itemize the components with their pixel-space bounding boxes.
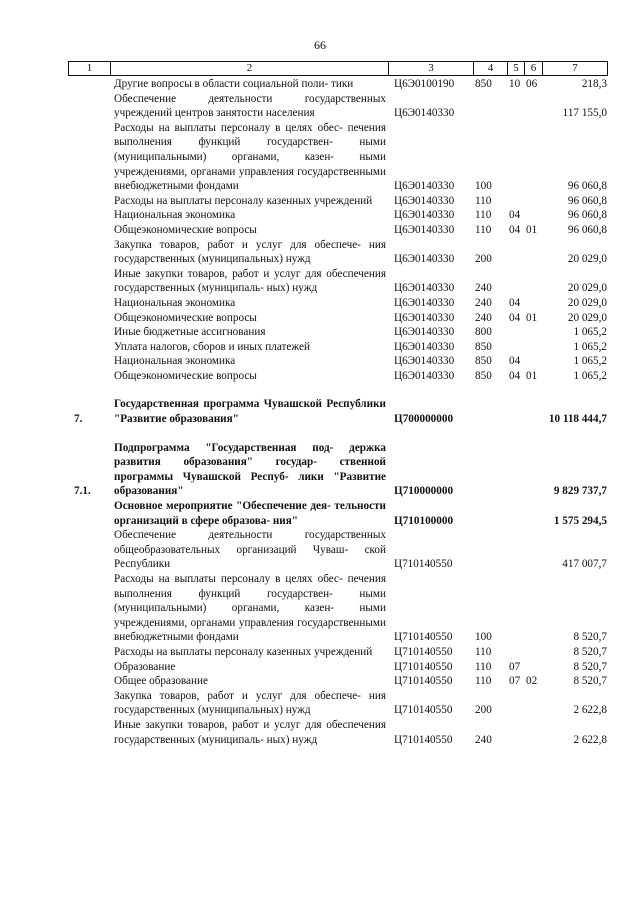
row-description: Обеспечение деятельности государственных учреждений центров занятости населения: [114, 92, 386, 120]
target-article-code: Ц6Э0140330: [394, 340, 455, 353]
row-number: 7.1.: [74, 485, 91, 498]
target-article-code: Ц710000000: [394, 485, 454, 498]
table-row: [68, 689, 607, 718]
table-row: [68, 208, 607, 223]
column-number-1: 1: [69, 62, 111, 75]
row-amount: 1 065,2: [573, 340, 607, 353]
expense-type-code: 850: [475, 340, 492, 353]
row-amount: 20 029,0: [567, 311, 607, 324]
table-row: [68, 354, 607, 369]
section-code: 04: [509, 311, 521, 324]
table-row: [68, 267, 607, 296]
row-description: Основное мероприятие "Обеспечение дея- тельности организаций в сфере образова- ния": [114, 500, 386, 527]
expense-type-code: 850: [475, 369, 492, 382]
target-article-code: Ц710140550: [394, 675, 453, 688]
row-amount: 96 060,8: [567, 223, 607, 236]
expense-type-code: 100: [475, 180, 492, 193]
row-description: Иные закупки товаров, работ и услуг для обеспечения государственных (муниципаль- ных) нужд: [114, 267, 386, 295]
row-amount: 20 029,0: [567, 296, 607, 309]
row-description: Национальная экономика: [114, 296, 236, 309]
table-row: [68, 311, 607, 326]
expense-type-code: 110: [475, 223, 492, 236]
row-description: Закупка товаров, работ и услуг для обеспече- ния государственных (муниципальных) нужд: [114, 238, 386, 266]
table-row: [68, 194, 607, 209]
row-description: Общеэкономические вопросы: [114, 223, 257, 236]
row-description: Уплата налогов, сборов и иных платежей: [114, 340, 310, 353]
row-spacer: [68, 383, 607, 397]
section-code: 04: [509, 355, 521, 368]
target-article-code: Ц710140550: [394, 631, 453, 644]
subsection-code: 01: [526, 223, 538, 236]
row-amount: 9 829 737,7: [553, 485, 607, 498]
table-row: [68, 660, 607, 675]
row-amount: 8 520,7: [573, 660, 607, 673]
section-code: 04: [509, 209, 521, 222]
row-description: Обеспечение деятельности государственных общеобразовательных организаций Чуваш- ской Республики: [114, 529, 386, 571]
row-amount: 20 029,0: [567, 282, 607, 295]
target-article-code: Ц6Э0140330: [394, 253, 455, 266]
table-row: [68, 528, 607, 572]
row-amount: 1 575 294,5: [553, 514, 607, 527]
target-article-code: Ц710140550: [394, 704, 453, 717]
row-description: Расходы на выплаты персоналу в целях обес- печения выполнения функций государствен- ными (муниципальными) органами, казен- ными учреждениями, органами управления государственными внебюджетными фондами: [114, 121, 386, 193]
table-row: [68, 296, 607, 311]
row-amount: 96 060,8: [567, 209, 607, 222]
budget-table-body: [68, 77, 607, 747]
expense-type-code: 110: [475, 660, 492, 673]
table-row: [68, 572, 607, 645]
row-description: Общее образование: [114, 675, 208, 688]
column-number-4: 4: [474, 62, 508, 75]
subsection-code: 06: [526, 78, 538, 90]
expense-type-code: 200: [475, 253, 492, 266]
row-description: Национальная экономика: [114, 355, 236, 368]
expense-type-code: 110: [475, 645, 492, 658]
table-row: [68, 77, 607, 92]
target-article-code: Ц6Э0140330: [394, 107, 455, 120]
row-description: Национальная экономика: [114, 209, 236, 222]
row-description: Расходы на выплаты персоналу в целях обес- печения выполнения функций государствен- ными (муниципальными) органами, казен- ными учреждениями, органами управления государственными внебюджетными фондами: [114, 573, 386, 644]
expense-type-code: 800: [475, 326, 492, 339]
expense-type-code: 100: [475, 631, 492, 644]
column-number-2: 2: [111, 62, 389, 75]
table-row: [68, 645, 607, 660]
expense-type-code: 110: [475, 209, 492, 222]
target-article-code: Ц710140550: [394, 558, 453, 571]
column-number-6: 6: [525, 62, 543, 75]
row-amount: 1 065,2: [573, 355, 607, 368]
row-description: Закупка товаров, работ и услуг для обеспече- ния государственных (муниципальных) нужд: [114, 689, 386, 717]
table-row: [68, 718, 607, 747]
row-amount: 1 065,2: [573, 369, 607, 382]
subsection-code: 02: [526, 675, 538, 688]
target-article-code: Ц6Э0140330: [394, 282, 455, 295]
table-row: [68, 238, 607, 267]
table-row: [68, 397, 607, 426]
row-spacer: [68, 427, 607, 441]
row-description: Иные бюджетные ассигнования: [114, 326, 266, 339]
expense-type-code: 240: [475, 282, 492, 295]
row-amount: 218,3: [581, 78, 607, 90]
row-description: Иные закупки товаров, работ и услуг для обеспечения государственных (муниципаль- ных) нужд: [114, 718, 386, 746]
row-description: Образование: [114, 660, 176, 673]
target-article-code: Ц710140550: [394, 660, 453, 673]
row-description: Расходы на выплаты персоналу казенных учреждений: [114, 645, 373, 658]
row-description: Общеэкономические вопросы: [114, 311, 257, 324]
section-code: 10: [509, 78, 521, 90]
row-amount: 1 065,2: [573, 326, 607, 339]
row-amount: 8 520,7: [573, 675, 607, 688]
target-article-code: Ц6Э0140330: [394, 326, 455, 339]
row-amount: 417 007,7: [562, 558, 607, 571]
row-amount: 8 520,7: [573, 631, 607, 644]
target-article-code: Ц6Э0140330: [394, 355, 455, 368]
expense-type-code: 110: [475, 194, 492, 207]
row-amount: 96 060,8: [567, 194, 607, 207]
table-row: [68, 441, 607, 499]
table-row: [68, 499, 607, 528]
target-article-code: Ц6Э0140330: [394, 369, 455, 382]
target-article-code: Ц6Э0140330: [394, 209, 455, 222]
table-row: [68, 325, 607, 340]
table-row: [68, 674, 607, 689]
row-description: Общеэкономические вопросы: [114, 369, 257, 382]
table-row: [68, 340, 607, 355]
expense-type-code: 110: [475, 675, 492, 688]
column-number-7: 7: [543, 62, 608, 75]
target-article-code: Ц710140550: [394, 645, 453, 658]
column-number-5: 5: [508, 62, 525, 75]
expense-type-code: 850: [475, 355, 492, 368]
column-number-3: 3: [389, 62, 474, 75]
section-code: 04: [509, 369, 521, 382]
row-description: Государственная программа Чувашской Республики "Развитие образования": [114, 398, 386, 426]
target-article-code: Ц710140550: [394, 733, 453, 746]
row-description: Подпрограмма "Государственная под- держка развития образования" государ- ственной программы Чувашской Респуб- лики "Развитие образования": [114, 441, 386, 498]
target-article-code: Ц6Э0140330: [394, 296, 455, 309]
row-amount: 8 520,7: [573, 645, 607, 658]
row-amount: 2 622,8: [573, 704, 607, 717]
row-description: Другие вопросы в области социальной поли- тики: [114, 78, 354, 90]
row-amount: 10 118 444,7: [548, 413, 607, 426]
table-row: [68, 223, 607, 238]
target-article-code: Ц6Э0140330: [394, 194, 455, 207]
expense-type-code: 200: [475, 704, 492, 717]
section-code: 07: [509, 675, 521, 688]
section-code: 07: [509, 660, 521, 673]
row-number: 7.: [74, 413, 83, 426]
expense-type-code: 240: [475, 311, 492, 324]
target-article-code: Ц700000000: [394, 413, 454, 426]
row-amount: 20 029,0: [567, 253, 607, 266]
target-article-code: Ц6Э0140330: [394, 311, 455, 324]
page-number: 66: [314, 38, 326, 52]
expense-type-code: 240: [475, 296, 492, 309]
expense-type-code: 240: [475, 733, 492, 746]
target-article-code: Ц710100000: [394, 514, 454, 527]
row-amount: 2 622,8: [573, 733, 607, 746]
target-article-code: Ц6Э0100190: [394, 78, 455, 90]
section-code: 04: [509, 223, 521, 236]
section-code: 04: [509, 296, 521, 309]
expense-type-code: 850: [475, 78, 492, 90]
table-row: [68, 121, 607, 194]
target-article-code: Ц6Э0140330: [394, 223, 455, 236]
row-amount: 117 155,0: [562, 107, 607, 120]
row-amount: 96 060,8: [567, 180, 607, 193]
subsection-code: 01: [526, 369, 538, 382]
table-row: [68, 92, 607, 121]
table-header-row: [68, 61, 608, 76]
subsection-code: 01: [526, 311, 538, 324]
row-description: Расходы на выплаты персоналу казенных учреждений: [114, 194, 373, 207]
target-article-code: Ц6Э0140330: [394, 180, 455, 193]
table-row: [68, 369, 607, 384]
